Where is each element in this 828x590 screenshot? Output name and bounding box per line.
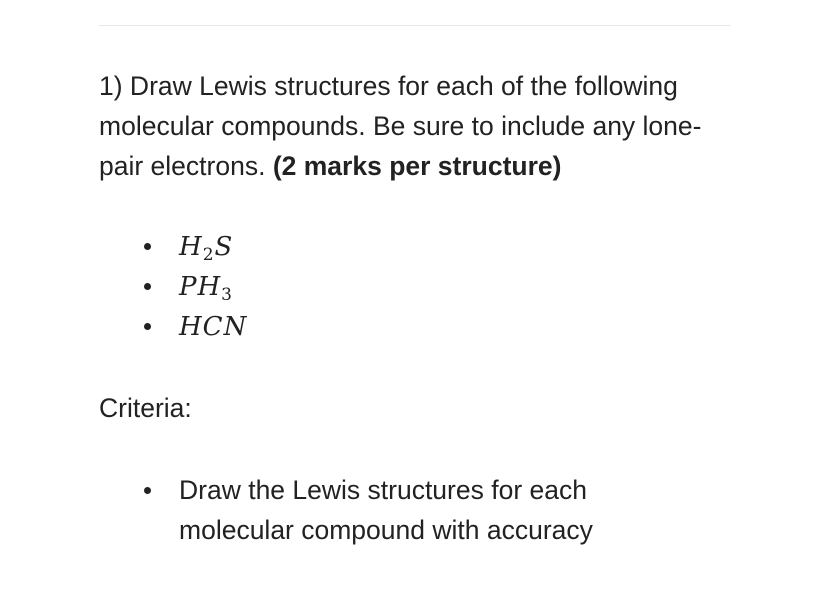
formula-ph3: $PH_3$: [179, 272, 233, 305]
formula-hcn: HCN: [179, 312, 248, 342]
criteria-item: [144, 470, 684, 550]
criteria-item-text: Draw the Lewis structures for each molecular compound with accuracy: [179, 475, 593, 545]
bullet-icon: [144, 243, 151, 250]
criteria-list: [144, 470, 684, 550]
criteria-label: Criteria:: [99, 393, 192, 423]
top-divider: [99, 25, 730, 26]
formula-h2s: $H_2S$: [179, 232, 234, 265]
question-text: [99, 66, 739, 186]
bullet-icon: [144, 323, 151, 330]
bullet-icon: [144, 283, 151, 290]
question-body: 1) Draw Lewis structures for each of the following molecular compounds. Be sure to include any lone-pair electrons.: [99, 71, 702, 181]
bullet-icon: [144, 487, 151, 494]
question-marks: (2 marks per structure): [272, 151, 562, 181]
